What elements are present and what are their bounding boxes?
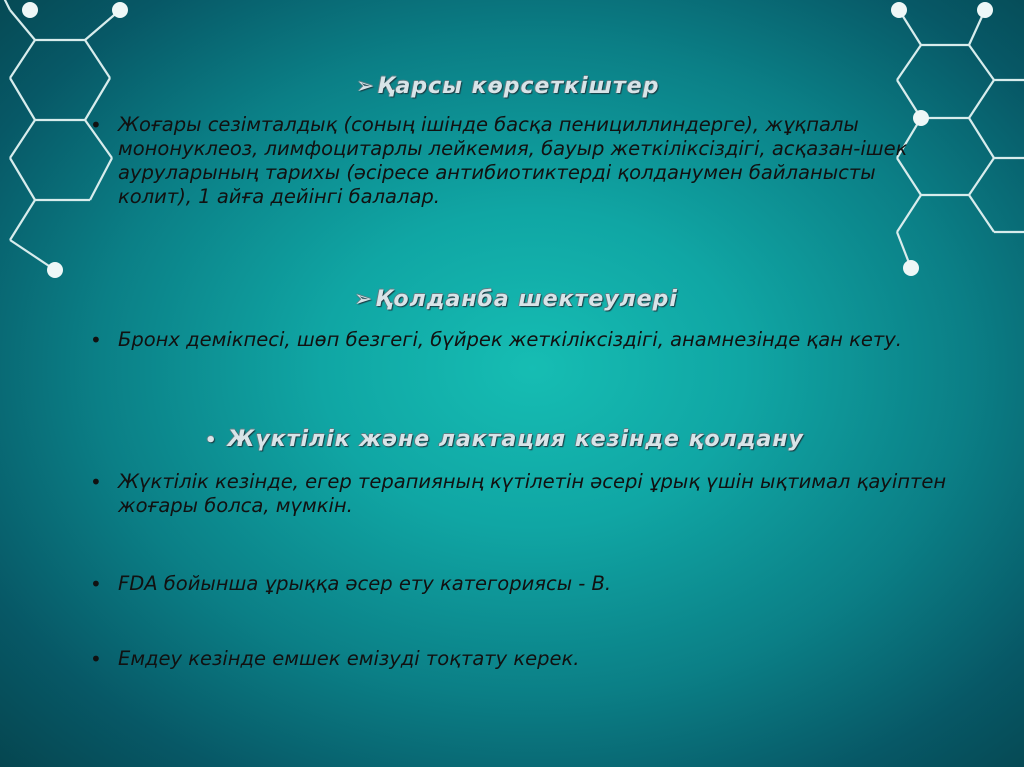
bullet-icon: • <box>90 328 102 352</box>
arrow-bullet-icon: ➢ <box>356 74 376 99</box>
bullet-icon: • <box>90 470 102 494</box>
breastfeeding-item-text: Емдеу кезінде емшек емізуді тоқтату керек. <box>118 647 580 670</box>
pregnancy-lactation-heading <box>205 427 804 452</box>
restrictions-item <box>90 328 948 352</box>
breastfeeding-item <box>90 647 948 671</box>
bullet-icon: • <box>90 647 102 671</box>
bullet-icon: • <box>90 572 102 596</box>
contraindications-heading <box>356 74 659 99</box>
fda-category-item <box>90 572 948 596</box>
pregnancy-item <box>90 470 948 518</box>
restrictions-item-text: Бронх демікпесі, шөп безгегі, бүйрек жеткіліксіздігі, анамнезінде қан кету. <box>118 328 902 351</box>
contraindications-item-text: Жоғары сезімталдық (соның ішінде басқа пенициллиндерге), жұқпалы мононуклеоз, лимфоцитарлы лейкемия, бауыр жеткіліксіздігі, асқазан-ішек ауруларының тарихы (әсіресе антибиотиктерді қолданумен байланысты колит), 1 айға дейінгі балалар. <box>118 113 908 208</box>
bullet-icon: • <box>205 430 218 451</box>
fda-category-item-text: FDA бойынша ұрыққа әсер ету категориясы - B. <box>118 572 612 595</box>
contraindications-item <box>90 113 948 209</box>
restrictions-heading <box>354 287 678 312</box>
arrow-bullet-icon: ➢ <box>354 287 374 312</box>
restrictions-heading-text: Қолданба шектеулері <box>375 287 678 312</box>
contraindications-heading-text: Қарсы көрсеткіштер <box>377 74 660 99</box>
bullet-icon: • <box>90 113 102 137</box>
pregnancy-item-text: Жүктілік кезінде, егер терапияның күтілетін әсері ұрық үшін ықтимал қауіптен жоғары болса, мүмкін. <box>118 470 947 517</box>
pregnancy-lactation-heading-text: Жүктілік және лактация кезінде қолдану <box>227 427 804 452</box>
